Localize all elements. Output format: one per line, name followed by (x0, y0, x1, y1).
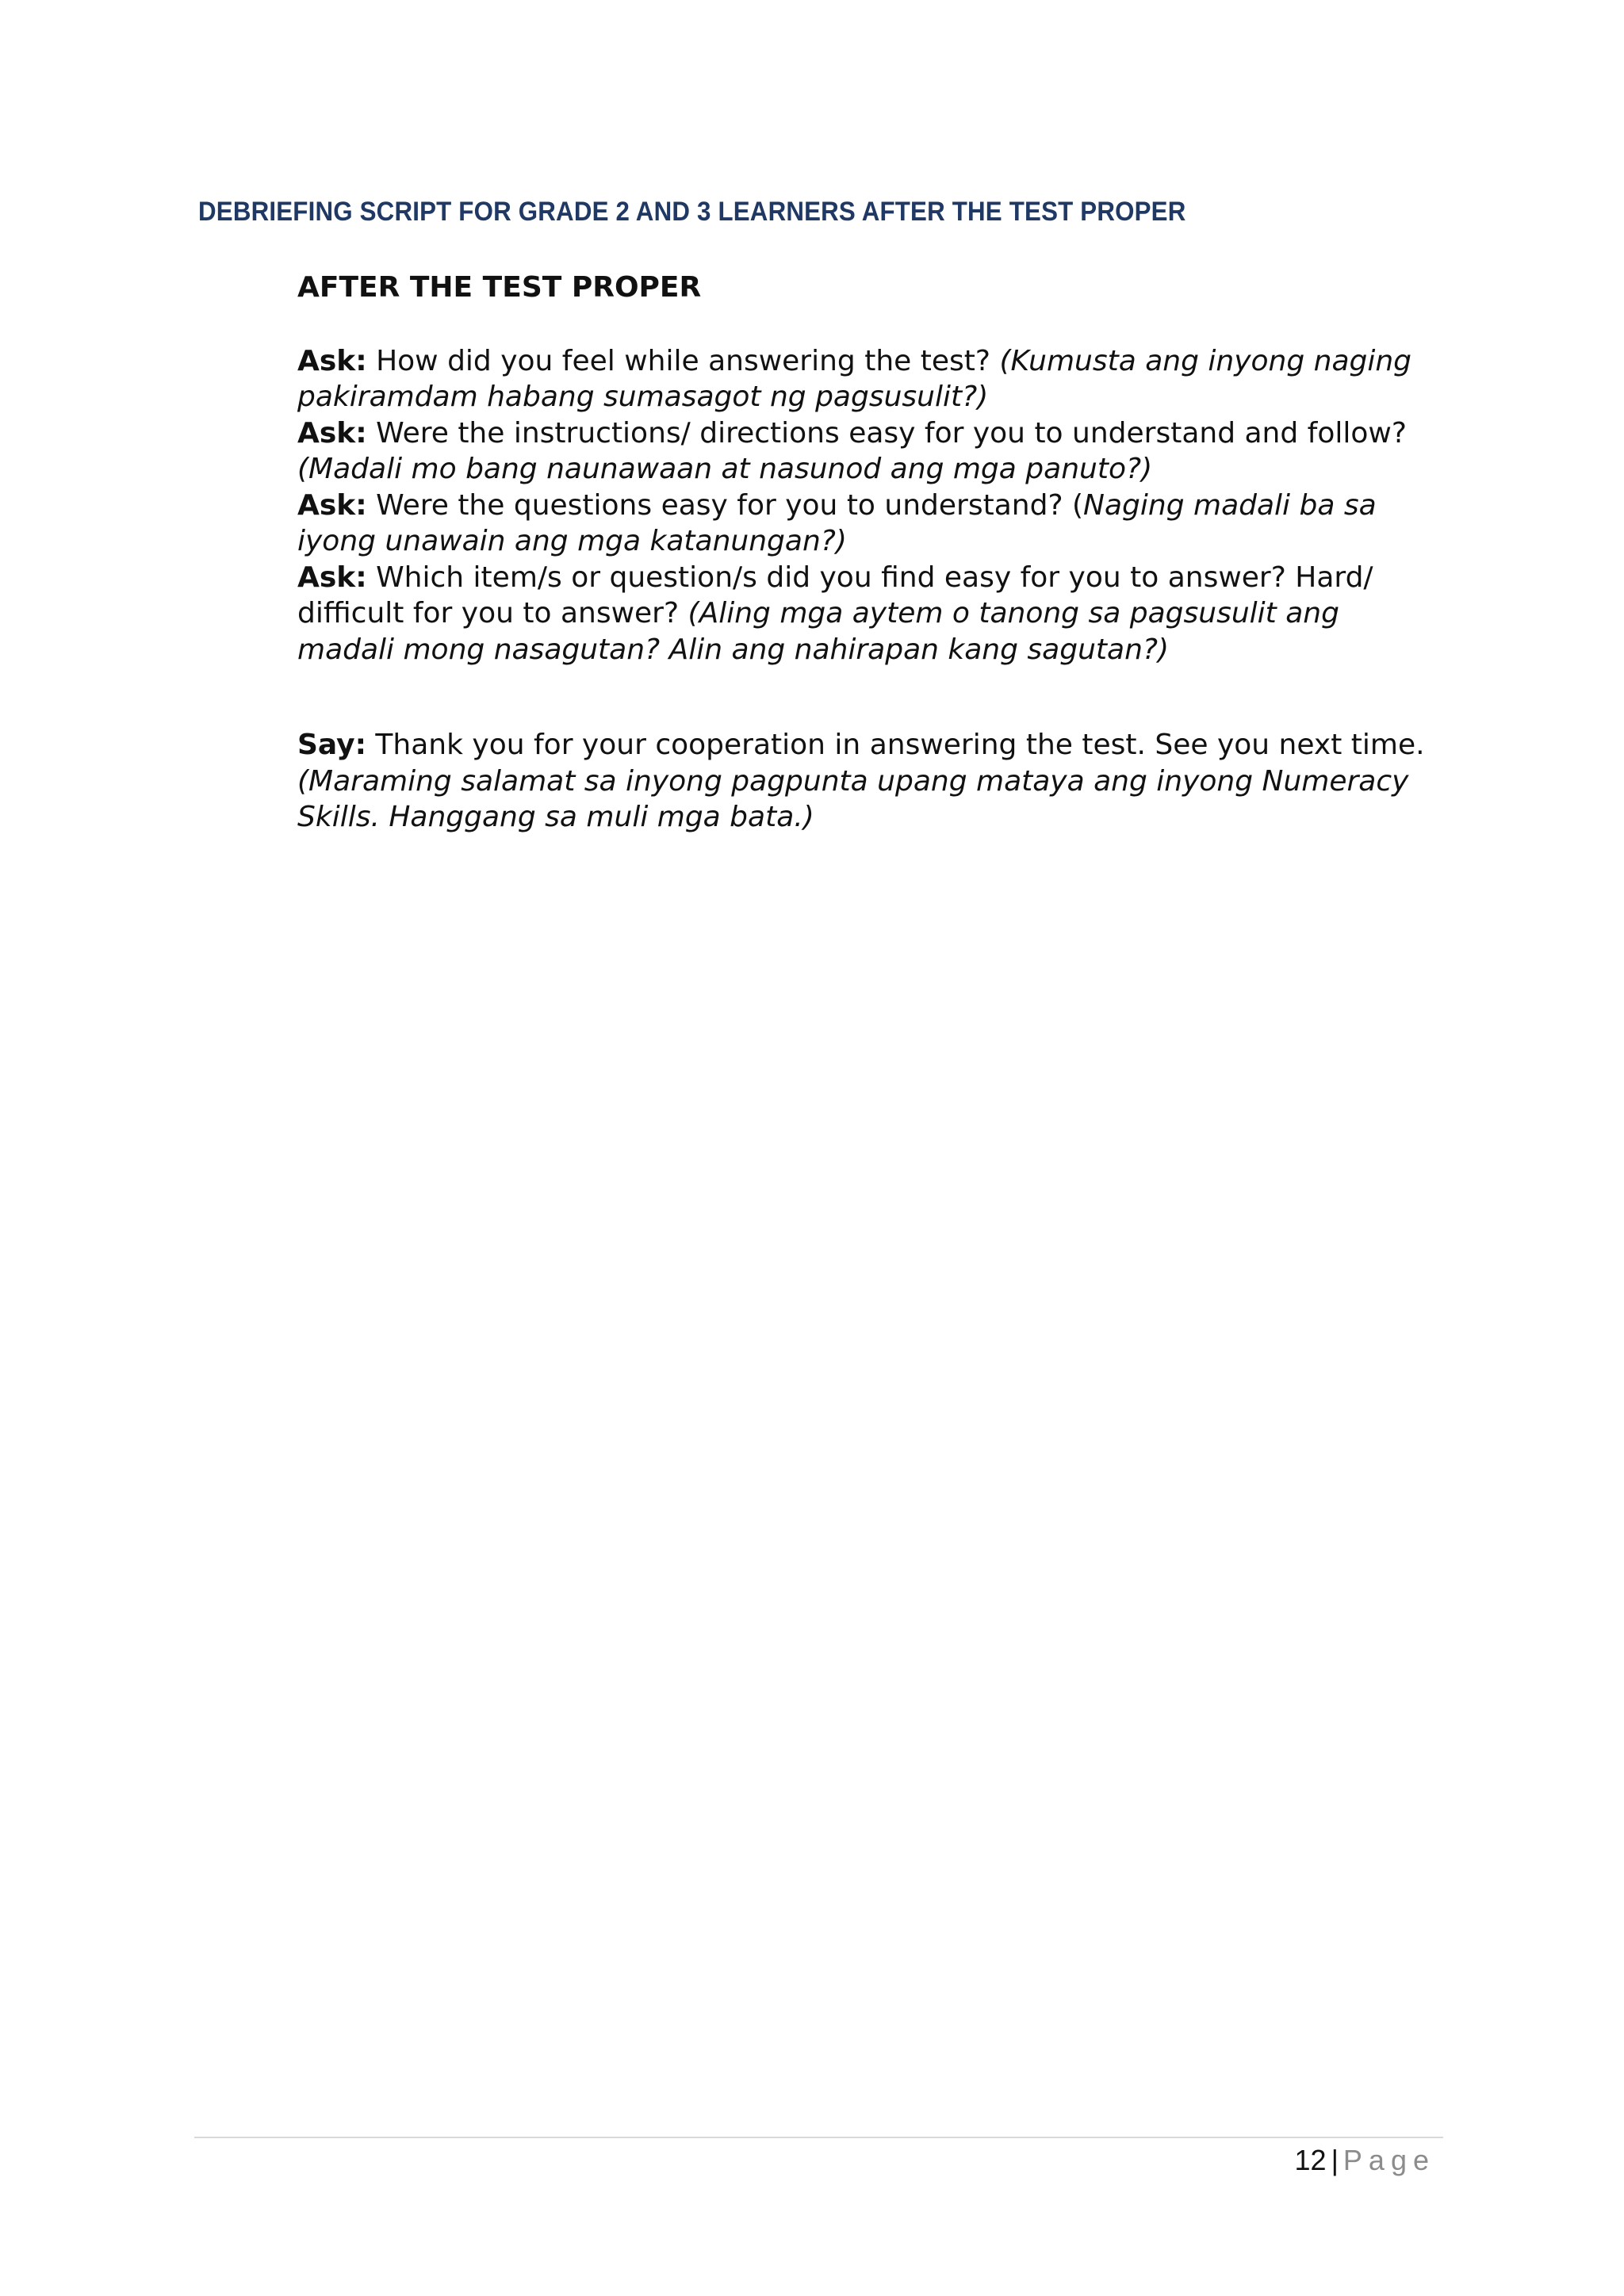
ask-paragraph-feelings (297, 343, 1439, 415)
say-label: Say: (297, 729, 366, 761)
say-statement: Thank you for your cooperation in answering the test. See you next time. (366, 729, 1425, 761)
ask-question: How did you feel while answering the test? (366, 344, 1000, 377)
ask-label: Ask: (297, 344, 367, 377)
ask-translation: Naging madali ba sa iyong unawain ang mga katanungan?) (297, 488, 1377, 557)
ask-label: Ask: (297, 561, 367, 594)
ask-translation: (Madali mo bang naunawaan at nasunod ang mga panuto?) (297, 453, 1153, 485)
ask-translation: (Kumusta ang inyong naging pakiramdam habang sumasagot ng pagsusulit?) (297, 344, 1412, 413)
ask-paragraph-questions (297, 488, 1439, 560)
say-translation: (Maraming salamat sa inyong pagpunta upang mataya ang inyong Numeracy Skills. Hanggang sa muli mga bata.) (297, 764, 1409, 833)
paragraph-spacer (297, 668, 1439, 727)
ask-question: Were the questions easy for you to understand? ( (366, 488, 1084, 522)
page-number: 12 (1294, 2144, 1327, 2176)
ask-paragraph-items (297, 560, 1439, 668)
page-word: Page (1342, 2144, 1435, 2176)
ask-paragraph-instructions (297, 415, 1439, 488)
ask-question: Were the instructions/ directions easy for you to understand and follow? (366, 416, 1407, 450)
ask-label: Ask: (297, 416, 367, 450)
footer-divider (194, 2137, 1443, 2138)
say-paragraph-closing (297, 727, 1439, 836)
ask-translation: (Aling mga aytem o tanong sa pagsusulit ang madali mong nasagutan? Alin ang nahirapan kang sagutan?) (297, 597, 1339, 666)
page-footer (1295, 2144, 1435, 2177)
page-separator: | (1331, 2144, 1339, 2176)
ask-question: Which item/s or question/s did you find easy for you to answer? Hard/ difficult for you to answer? (297, 561, 1373, 629)
ask-label: Ask: (297, 488, 367, 522)
section-heading: DEBRIEFING SCRIPT FOR GRADE 2 AND 3 LEARNERS AFTER THE TEST PROPER (198, 197, 1186, 227)
subheading: AFTER THE TEST PROPER (297, 271, 702, 304)
document-body (297, 270, 1439, 836)
